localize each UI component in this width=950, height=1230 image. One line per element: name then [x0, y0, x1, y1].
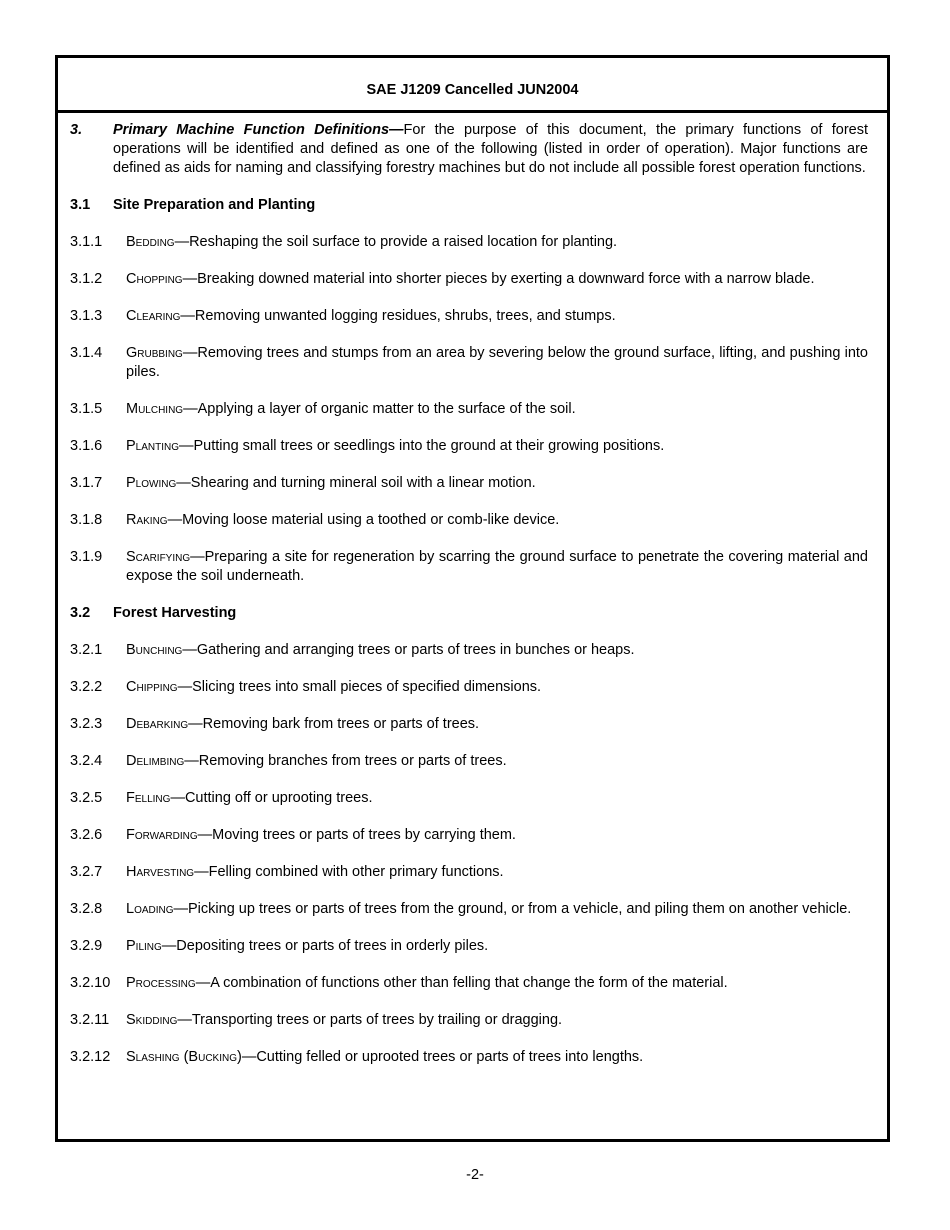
item-term: Raking	[126, 512, 168, 528]
item-definition: —Removing unwanted logging residues, shrubs, trees, and stumps.	[180, 308, 616, 324]
item-number: 3.1.9	[70, 549, 103, 565]
item-number: 3.1.1	[70, 234, 103, 250]
item-definition: —Felling combined with other primary functions.	[194, 864, 504, 880]
item-term: Processing	[126, 975, 196, 991]
section-number: 3.	[70, 122, 83, 138]
definition-item	[70, 400, 868, 419]
section-3-2-list	[70, 641, 868, 1067]
definition-item	[70, 548, 868, 586]
item-definition: —Cutting off or uprooting trees.	[170, 790, 373, 806]
item-term: Bunching	[126, 642, 183, 658]
item-term: Loading	[126, 901, 174, 917]
item-number: 3.1.8	[70, 512, 103, 528]
item-definition: —Moving trees or parts of trees by carrying them.	[197, 827, 516, 843]
item-definition: —Shearing and turning mineral soil with a linear motion.	[176, 475, 536, 491]
item-definition: —Breaking downed material into shorter pieces by exerting a downward force with a narrow blade.	[182, 271, 815, 287]
definition-item	[70, 233, 868, 252]
definition-item	[70, 900, 868, 919]
item-term: Slashing (Bucking)	[126, 1049, 242, 1065]
item-term: Mulching	[126, 401, 184, 417]
definition-item	[70, 863, 868, 882]
item-term: Forwarding	[126, 827, 198, 843]
section-3-1-heading	[70, 196, 868, 215]
definition-item	[70, 826, 868, 845]
section-3-paragraph	[70, 121, 868, 178]
item-term: Bedding	[126, 234, 175, 250]
section-3-1-list	[70, 233, 868, 586]
definition-item	[70, 974, 868, 993]
section-3-2-heading	[70, 604, 868, 623]
document-frame	[55, 55, 890, 1142]
section-title: Site Preparation and Planting	[113, 197, 316, 213]
item-definition: —Depositing trees or parts of trees in orderly piles.	[161, 938, 489, 954]
item-definition: —Preparing a site for regeneration by scarring the ground surface to penetrate the covering material and expose the soil underneath.	[126, 549, 868, 584]
definition-item	[70, 307, 868, 326]
item-number: 3.2.4	[70, 753, 103, 769]
item-number: 3.2.7	[70, 864, 103, 880]
item-term: Felling	[126, 790, 171, 806]
item-definition: —Transporting trees or parts of trees by trailing or dragging.	[177, 1012, 563, 1028]
item-number: 3.2.10	[70, 975, 111, 991]
item-number: 3.1.4	[70, 345, 103, 361]
section-text: For the purpose of this document, the primary functions of forest operations will be identified and defined as one of the following (listed in order of operation). Major functions are defined as aids for naming and classifying forestry machines but do not include all possible forest operation functions.	[113, 122, 869, 176]
item-definition: —Removing branches from trees or parts of trees.	[184, 753, 507, 769]
item-term: Plowing	[126, 475, 177, 491]
item-term: Debarking	[126, 716, 189, 732]
item-number: 3.2.12	[70, 1049, 111, 1065]
item-number: 3.2.2	[70, 679, 103, 695]
item-definition: —Slicing trees into small pieces of specified dimensions.	[177, 679, 542, 695]
item-term: Planting	[126, 438, 180, 454]
definition-item	[70, 1011, 868, 1030]
item-number: 3.1.7	[70, 475, 103, 491]
item-number: 3.1.3	[70, 308, 103, 324]
section-title: Primary Machine Function Definitions—	[113, 122, 404, 138]
item-number: 3.2.9	[70, 938, 103, 954]
item-term: Harvesting	[126, 864, 195, 880]
item-term: Chopping	[126, 271, 183, 287]
item-term: Scarifying	[126, 549, 191, 565]
definition-item	[70, 270, 868, 289]
item-number: 3.1.2	[70, 271, 103, 287]
item-definition: —Gathering and arranging trees or parts of trees in bunches or heaps.	[182, 642, 635, 658]
item-definition: —Picking up trees or parts of trees from the ground, or from a vehicle, and piling them on another vehicle.	[173, 901, 852, 917]
item-number: 3.1.5	[70, 401, 103, 417]
item-number: 3.2.6	[70, 827, 103, 843]
item-definition: —Removing trees and stumps from an area by severing below the ground surface, lifting, and pushing into piles.	[126, 345, 868, 380]
definition-item	[70, 437, 868, 456]
item-term: Skidding	[126, 1012, 178, 1028]
definition-item	[70, 474, 868, 493]
item-number: 3.2.1	[70, 642, 103, 658]
item-number: 3.2.8	[70, 901, 103, 917]
definition-item	[70, 678, 868, 697]
document-content	[70, 121, 868, 1085]
section-number: 3.2	[70, 605, 91, 621]
definition-item	[70, 641, 868, 660]
item-definition: —Moving loose material using a toothed or comb-like device.	[167, 512, 560, 528]
item-number: 3.2.3	[70, 716, 103, 732]
item-definition: —Applying a layer of organic matter to the surface of the soil.	[183, 401, 576, 417]
item-term: Grubbing	[126, 345, 183, 361]
item-number: 3.1.6	[70, 438, 103, 454]
definition-item	[70, 715, 868, 734]
item-definition: —Removing bark from trees or parts of trees.	[188, 716, 480, 732]
item-term: Clearing	[126, 308, 181, 324]
item-term: Piling	[126, 938, 162, 954]
section-title: Forest Harvesting	[113, 605, 237, 621]
document-header: SAE J1209 Cancelled JUN2004	[58, 58, 887, 113]
definition-item	[70, 1048, 868, 1067]
item-term: Delimbing	[126, 753, 185, 769]
item-term: Chipping	[126, 679, 178, 695]
definition-item	[70, 789, 868, 808]
item-definition: —A combination of functions other than felling that change the form of the material.	[195, 975, 728, 991]
page-number: -2-	[466, 1167, 484, 1183]
item-number: 3.2.11	[70, 1012, 110, 1028]
definition-item	[70, 752, 868, 771]
definition-item	[70, 344, 868, 382]
item-definition: —Putting small trees or seedlings into the ground at their growing positions.	[179, 438, 665, 454]
section-number: 3.1	[70, 197, 91, 213]
item-definition: —Reshaping the soil surface to provide a raised location for planting.	[174, 234, 618, 250]
item-definition: —Cutting felled or uprooted trees or parts of trees into lengths.	[241, 1049, 644, 1065]
definition-item	[70, 511, 868, 530]
item-number: 3.2.5	[70, 790, 103, 806]
definition-item	[70, 937, 868, 956]
